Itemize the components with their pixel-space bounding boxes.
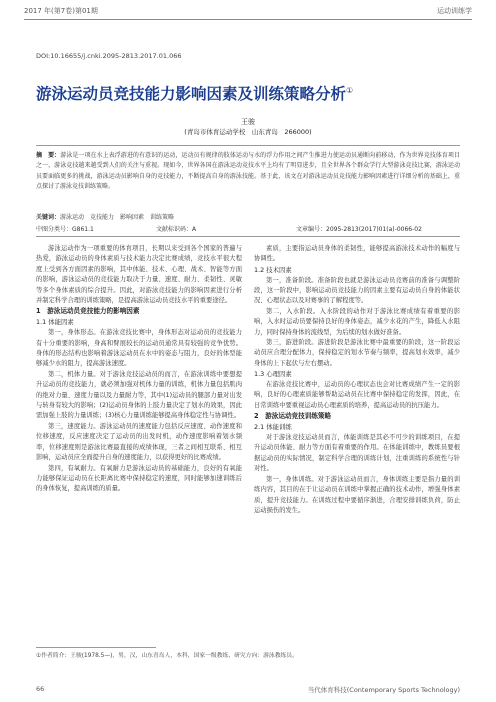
subsection-heading: 2.1 体能训练 [254,423,292,432]
title-text: 游泳运动员竞技能力影响因素及训练策略分析 [36,85,347,103]
header-issue: 2017 年(第7卷)第01期 [24,7,98,15]
body-paragraph: 第一，身体形态。在游泳竞技比赛中，身体形态对运动员的竞技能力有十分重要的影响，身高和臂展较长的运动员通常具有较强的竞争优势。身体的形态结构也影响着游泳运动员在水中的姿态与阻力，良好的体型能够减少水的阻力，提高游泳速度。 [36,329,242,368]
affiliation: (青岛市体育运动学校 山东青岛 266000) [184,128,312,136]
title-footnote-mark: ① [346,85,354,95]
subsection-heading: 1.2 技术因素 [254,265,292,274]
section-heading: 2 游泳运动竞技训练策略 [254,412,332,421]
abstract-label: 摘 要： [36,152,61,159]
footnote-rule [36,647,156,648]
keywords-text: 游泳运动 竞技能力 影响因素 训练策略 [60,214,175,221]
body-paragraph: 第二，机体力量。对于游泳竞技运动员的而言，在游泳训练中要想提升运动员的竞技能力，就必须加强对机体力量的训练，机体力量包括肌肉的绝对力量、速度力量以及力量耐力等，其中(1)运动员的腿部力量对出发与转身有较大的影响；(2)运动员身体的上肢力量决定了划水的效果，因此需加强上肢的力量训练；(3)核心力量训练能够提高身体稳定性与协调性。 [36,370,242,420]
keywords [36,212,174,221]
abstract-bottom-rule [36,236,460,237]
body-paragraph: 第一，身体训练。对于游泳运动员而言，身体训练主要是指力量的训练内容，其目的在于让运动员在训练中掌握正确的技术动作，增强身体素质，提升竞技能力。在训练过程中要循序渐进，合理安排训练负荷，防止运动损伤的发生。 [254,475,460,514]
header-section: 运动训练学 [437,7,472,15]
article-title [36,82,460,104]
subsection-heading: 1.1 体能因素 [36,318,74,327]
right-column [254,244,460,516]
journal-name: 当代体育科技(Contemporary Sports Technology) [307,686,460,694]
running-header [24,6,472,18]
document-code: 文献标识码：A [156,226,197,233]
body-paragraph: 第三，游进阶段。游进阶段是游泳比赛中最重要的阶段，这一阶段运动员应合理分配体力，保持稳定的划水节奏与频率，提高划水效率，减少身体的上下起伏与左右摆动。 [254,339,460,367]
clc-number: 中图分类号：G861.1 [36,226,94,233]
subsection-heading: 1.3 心理因素 [254,370,292,379]
body-paragraph: 在游泳竞技比赛中，运动员的心理状态也会对比赛成绩产生一定的影响，良好的心理素质能够帮助运动员在比赛中保持稳定的发挥，因此，在日常训练中要重视运动员心理素质的培养，提高运动员的抗压能力。 [254,381,460,409]
body-paragraph: 游泳运动作为一项重要的体育项目，长期以来受到各个国家的普遍与热爱，游泳运动员的身体素质与技术能力决定比赛成绩，竞技水平很大程度上受到各方面因素的影响，其中体能、技术、心理、战术、智能等方面的影响，游泳运动员的竞技能力取决于力量、速度、耐力、柔韧性、灵敏等多个身体素质的综合提升。因此，对游泳竞技能力的影响因素进行分析并制定科学合理的训练策略，是提高游泳运动员竞技水平的重要途径。 [36,245,242,305]
classification-line [36,224,460,233]
section-heading: 1 游泳运动员竞技能力的影响因素 [36,307,140,316]
keywords-label: 关键词： [36,214,61,221]
body-paragraph: 素质，主要指运动员身体的柔韧性，能够提高游泳技术动作的幅度与协调性。 [254,245,460,263]
author: 王骏 [241,118,255,126]
page-number: 66 [36,685,45,693]
article-number: 文章编号：2095-2813(2017)01(a)-0066-02 [296,226,422,233]
body-paragraph: 第四，有氧耐力。有氧耐力是游泳运动员的基础能力，良好的有氧能力能够保证运动员在长距离比赛中保持稳定的速度，同时能够加速训练后的身体恢复，提高训练的质量。 [36,464,242,493]
left-column [36,244,242,495]
abstract-text: 游泳是一项在水上表浮游进的有意识的运动，运动员有规律的肢体运动与水的浮力作用之间产生推进力使运动员通断向前移动，作为世界竞技体育项目之一，游泳竞技越来越受到人们的关注与重视。现如今，世界各国在游泳运动竞技水平上均有了明显进步，且全世界各个群众学行大型游泳竞技比赛，游泳运动员要面临更多的挑战，游泳运动员影响自身的竞技能力，不断提高自身的游泳技能。基于此，该文在对游泳运动员竞技能力影响因素进行详细分析的基础上，重点探讨了游泳竞技训练策略。 [36,152,460,190]
body-paragraph: 对于游泳竞技运动员而言，体能训练是其必不可少的训练项目，在提升运动员体能、耐力等方面有着重要的作用。在体能训练中，教练员要根据运动员的实际情况，制定科学合理的训练计划，注重训练的系统性与针对性。 [254,434,460,473]
header-divider [24,19,472,20]
body-paragraph: 第二，入水阶段。入水阶段的动作对于游泳比赛成绩有着重要的影响，入水时运动员要保持良好的身体姿态，减少水花的产生，降低入水阻力，同时保持身体的流线型，为后续的划水做好准备。 [254,307,460,336]
abstract-top-rule [36,145,460,146]
abstract [36,151,460,192]
body-paragraph: 第一，准备阶段。准备阶段也就是游泳运动员竞赛前的准备与调整阶段，这一阶段中，影响运动员竞技能力的因素主要有运动员自身的体能状况、心理状态以及对赛事的了解程度等。 [254,276,460,305]
body-paragraph: 第三，速度能力。游泳运动员的速度能力包括反应速度、动作速度和位移速度，反应速度决定了运动员的出发时机，动作速度影响着划水频率，位移速度则是游泳比赛最直接的成绩体现，三者之间相互联系、相互影响，运动员应全面提升自身的速度能力，以获得更好的比赛成绩。 [36,422,242,462]
doi[interactable]: DOI:10.16655/j.cnki.2095-2813.2017.01.066 [36,52,182,60]
author-footnote: ①作者简介：王骏(1978.5—)，男，汉，山东青岛人，本科，国家一级教练，研究方向：游泳教练员。 [36,653,298,659]
